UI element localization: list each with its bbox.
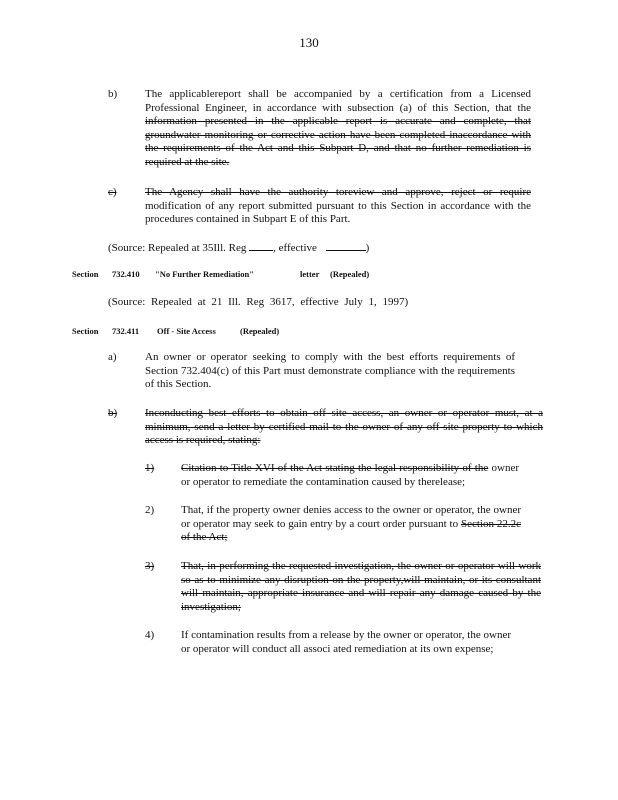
section-status: (Repealed) <box>240 326 280 336</box>
para-c <box>145 186 531 227</box>
para-c-text: modification of any report submitted pursuant to this Section in accordance with the procedures contained in Subpart E of this Part. <box>145 199 531 225</box>
section-number: 732.411 <box>112 326 140 336</box>
sub-2-struck-text: Section 22.2c of the Act; <box>181 517 521 543</box>
sub-3-marker: 3) <box>145 560 155 572</box>
para-411b-marker: b) <box>108 407 118 419</box>
source-note-repealed-35 <box>108 240 369 256</box>
sub-2-text: That, if the property owner denies access to the owner or operator, the owner or operator may seek to gain entry by a court order pursuant to <box>181 504 521 530</box>
sub-1 <box>181 462 519 489</box>
sub-1-marker: 1) <box>145 462 155 474</box>
sub-4-marker: 4) <box>145 629 155 641</box>
source-note-repealed-21: (Source: Repealed at 21 Ill. Reg 3617, effective July 1, 1997) <box>108 296 409 308</box>
section-status: (Repealed) <box>330 269 370 279</box>
para-411a: An owner or operator seeking to comply with the best efforts requirements of Section 732.404(c) of this Part must demonstrate compliance with the requirements of this Section. <box>145 351 515 390</box>
para-b-text: The applicablereport shall be accompanied by a certification from a Licensed Professional Engineer, in accordance with subsection (a) of this Section, that the <box>145 88 531 114</box>
para-b-struck-text: information presented in the applicable report is accurate and complete, that groundwater monitoring or corrective action have been completed inaccordance with the requirements of the Act and this Subpart D, and that no further remediation is required at the site. <box>145 115 531 168</box>
sub-4: If contamination results from a release by the owner or operator, the owner or operator will conduct all associ ated remediation at its own expense; <box>181 629 511 655</box>
section-number: 732.410 <box>112 269 140 279</box>
source-note-35-prefix: (Source: Repealed at 35Ill. Reg <box>108 242 247 254</box>
section-title-word: letter <box>300 269 320 279</box>
section-title: Off - Site Access <box>157 326 216 336</box>
blank-line <box>326 240 366 251</box>
section-heading-732-411 <box>0 325 618 337</box>
para-c-struck-text: The Agency shall have the authority toreview and approve, reject or require <box>145 186 531 198</box>
source-note-35-mid: , effective <box>273 242 317 254</box>
section-label: Section <box>72 326 99 336</box>
sub-1-struck-text: Citation to Title XVI of the Act stating the legal responsibility of the <box>181 462 489 474</box>
source-note-35-suffix: ) <box>365 242 370 254</box>
para-c-marker: c) <box>108 186 117 198</box>
section-label: Section <box>72 269 99 279</box>
para-411a-marker: a) <box>108 351 117 363</box>
para-b <box>145 88 531 169</box>
section-heading-732-410 <box>0 268 618 280</box>
para-b-marker: b) <box>108 88 118 100</box>
sub-1-text: owner or operator to remediate the contamination caused by therelease; <box>181 462 519 488</box>
sub-3-struck-text: That, in performing the requested investigation, the owner or operator will work so as to minimize any disruption on the property,will maintain, or its consultant will maintain, appropriate insurance and will repair any damage caused by the investigation; <box>181 560 541 613</box>
section-title: "No Further Remediation" <box>155 269 254 279</box>
blank-line <box>249 240 273 251</box>
sub-2 <box>181 504 521 545</box>
page-number: 130 <box>299 35 319 50</box>
sub-2-marker: 2) <box>145 504 155 516</box>
para-411b-struck-text: Inconducting best efforts to obtain off site access, an owner or operator must, at a minimum, send a letter by certified mail to the owner of any off site property to which access is required, stating: <box>145 407 543 446</box>
